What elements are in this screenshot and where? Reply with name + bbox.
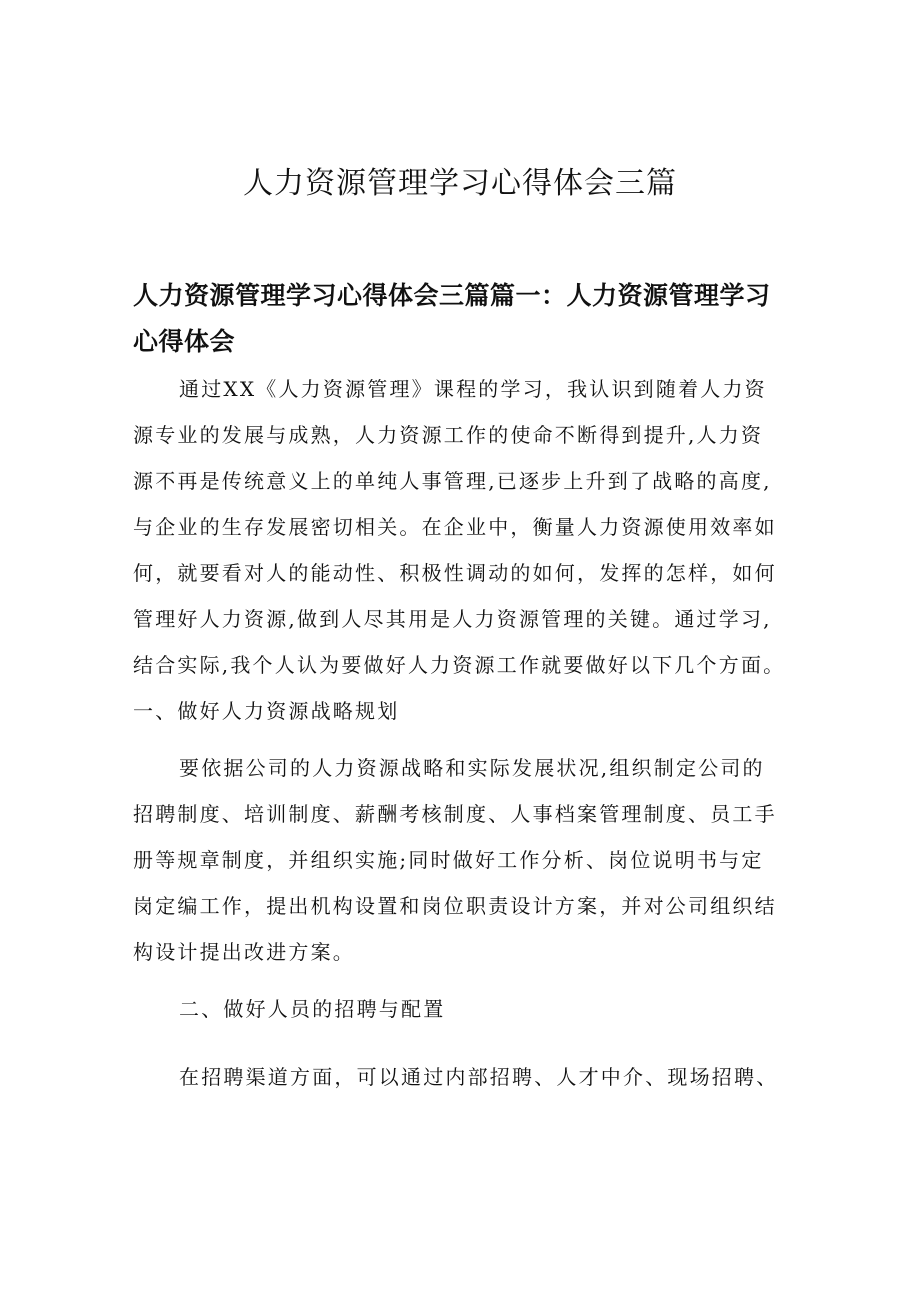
- section-heading-recruitment: 二、做好人员的招聘与配置: [179, 997, 446, 1021]
- paragraph-line: 与企业的生存发展密切相关。在企业中，衡量人力资源使用效率如: [133, 515, 777, 539]
- subtitle-line: 人力资源管理学习心得体会三篇篇一：人力资源管理学习: [133, 281, 771, 310]
- paragraph-intro: [133, 366, 813, 688]
- spacer: [133, 1043, 813, 1054]
- spacer: [133, 975, 813, 986]
- spacer: [133, 734, 813, 745]
- paragraph-line: 通过XX《人力资源管理》课程的学习，我认识到随着人力资: [179, 377, 767, 401]
- paragraph-line: 岗定编工作，提出机构设置和岗位职责设计方案，并对公司组织结: [133, 894, 777, 918]
- section-subtitle: [133, 272, 813, 364]
- paragraph-line: 何，就要看对人的能动性、积极性调动的如何，发挥的怎样，如何: [133, 561, 777, 585]
- paragraph-strategy: [133, 745, 813, 975]
- paragraph-line: 源专业的发展与成熟，人力资源工作的使命不断得到提升,人力资: [133, 423, 764, 447]
- subtitle-line: 心得体会: [133, 327, 236, 356]
- document-body: [133, 366, 813, 1100]
- paragraph-line: 册等规章制度，并组织实施;同时做好工作分析、岗位说明书与定: [133, 848, 764, 872]
- paragraph-line: 构设计提出改进方案。: [133, 940, 355, 964]
- paragraph-line: 要依据公司的人力资源战略和实际发展状况,组织制定公司的: [179, 756, 765, 780]
- section-heading-strategy: 一、做好人力资源战略规划: [133, 699, 400, 723]
- paragraph-line: 结合实际,我个人认为要做好人力资源工作就要做好以下几个方面。: [133, 653, 786, 677]
- spacer: [133, 1032, 813, 1043]
- paragraph-line: 管理好人力资源,做到人尽其用是人力资源管理的关键。通过学习,: [133, 607, 772, 631]
- paragraph-line: 源不再是传统意义上的单纯人事管理,已逐步上升到了战略的高度,: [133, 469, 772, 493]
- document-title: 人力资源管理学习心得体会三篇: [243, 166, 677, 201]
- paragraph-line: 在招聘渠道方面，可以通过内部招聘、人才中介、现场招聘、: [179, 1065, 779, 1089]
- paragraph-recruitment: [133, 1054, 813, 1100]
- paragraph-line: 招聘制度、培训制度、薪酬考核制度、人事档案管理制度、员工手: [133, 802, 777, 826]
